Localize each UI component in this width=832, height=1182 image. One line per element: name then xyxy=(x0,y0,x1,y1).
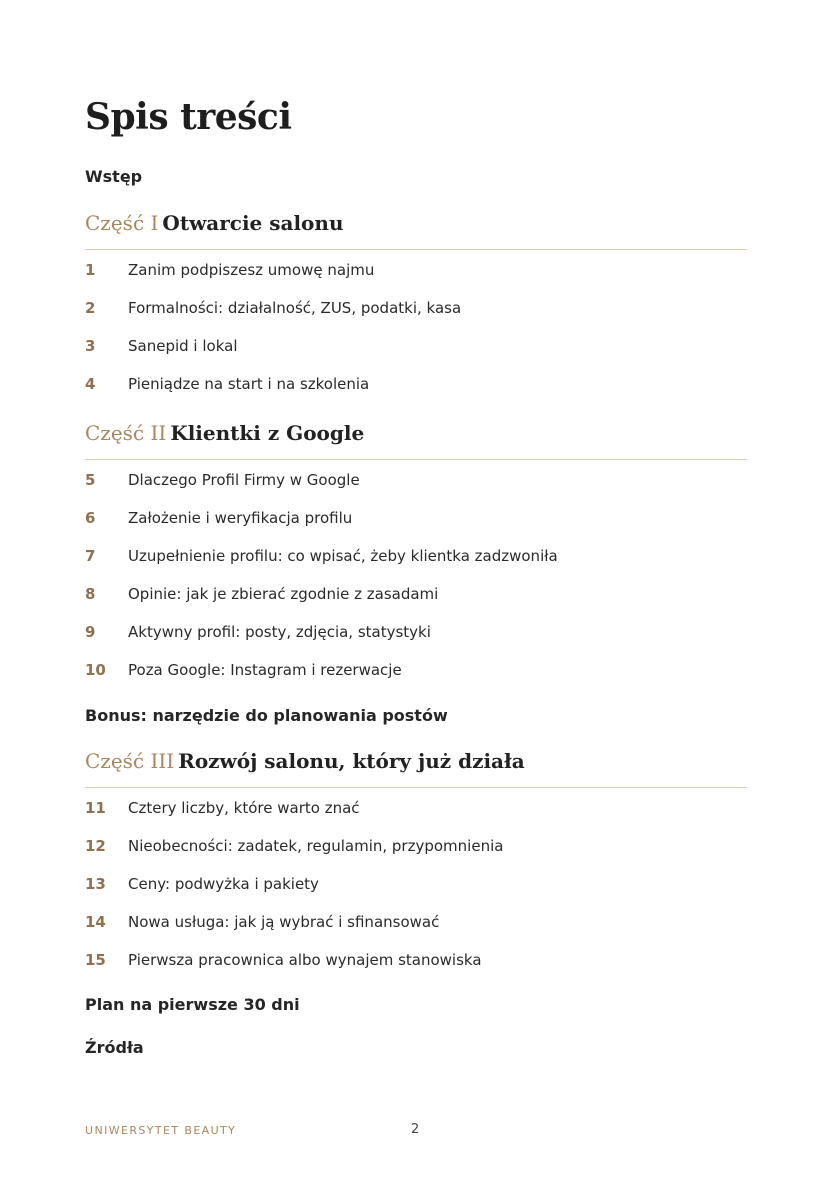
toc-entry-sources[interactable]: Źródła xyxy=(85,1038,144,1057)
toc-entry[interactable] xyxy=(85,585,747,609)
chapter-title: Opinie: jak je zbierać zgodnie z zasadami xyxy=(128,585,439,603)
chapter-number: 11 xyxy=(85,799,106,817)
chapter-title: Założenie i weryfikacja profilu xyxy=(128,509,353,527)
chapter-title: Ceny: podwyżka i pakiety xyxy=(128,875,319,893)
chapter-number: 3 xyxy=(85,337,96,355)
chapter-number: 6 xyxy=(85,509,96,527)
chapter-number: 14 xyxy=(85,913,106,931)
toc-entry[interactable] xyxy=(85,337,747,361)
chapter-title: Pieniądze na start i na szkolenia xyxy=(128,375,370,393)
chapter-title: Sanepid i lokal xyxy=(128,337,238,355)
toc-entry[interactable] xyxy=(85,951,747,975)
chapter-title: Pierwsza pracownica albo wynajem stanowiska xyxy=(128,951,482,969)
chapter-number: 4 xyxy=(85,375,96,393)
chapter-number: 7 xyxy=(85,547,96,565)
part-heading-1-text xyxy=(85,211,343,235)
chapter-number: 12 xyxy=(85,837,106,855)
part-heading-3 xyxy=(85,749,747,788)
part-heading-2 xyxy=(85,421,747,460)
toc-entry[interactable] xyxy=(85,799,747,823)
chapter-number: 9 xyxy=(85,623,96,641)
chapter-title: Aktywny profil: posty, zdjęcia, statystyki xyxy=(128,623,431,641)
chapter-number: 5 xyxy=(85,471,96,489)
part-prefix: Część II xyxy=(85,421,167,445)
page-number: 2 xyxy=(411,1122,420,1137)
chapter-title: Cztery liczby, które warto znać xyxy=(128,799,360,817)
chapter-title: Formalności: działalność, ZUS, podatki, kasa xyxy=(128,299,462,317)
toc-entry[interactable] xyxy=(85,661,747,685)
part-prefix: Część I xyxy=(85,211,159,235)
chapter-title: Uzupełnienie profilu: co wpisać, żeby klientka zadzwoniła xyxy=(128,547,558,565)
part-heading-2-text xyxy=(85,421,364,445)
toc-entry[interactable] xyxy=(85,875,747,899)
chapter-title: Zanim podpiszesz umowę najmu xyxy=(128,261,375,279)
chapter-number: 1 xyxy=(85,261,96,279)
chapter-number: 15 xyxy=(85,951,106,969)
page-title: Spis treści xyxy=(85,96,292,138)
chapter-number: 10 xyxy=(85,661,106,679)
part-title: Otwarcie salonu xyxy=(162,211,344,235)
part-title: Klientki z Google xyxy=(170,421,365,445)
part-prefix: Część III xyxy=(85,749,175,773)
toc-entry-intro[interactable]: Wstęp xyxy=(85,167,143,186)
footer-brand: UNIWERSYTET BEAUTY xyxy=(85,1124,237,1137)
chapter-title: Nowa usługa: jak ją wybrać i sfinansować xyxy=(128,913,440,931)
toc-entry[interactable] xyxy=(85,261,747,285)
toc-entry[interactable] xyxy=(85,913,747,937)
chapter-title: Dlaczego Profil Firmy w Google xyxy=(128,471,360,489)
chapter-number: 8 xyxy=(85,585,96,603)
toc-entry[interactable] xyxy=(85,509,747,533)
toc-entry[interactable] xyxy=(85,299,747,323)
chapter-number: 13 xyxy=(85,875,106,893)
toc-entry[interactable] xyxy=(85,547,747,571)
chapter-title: Nieobecności: zadatek, regulamin, przypomnienia xyxy=(128,837,504,855)
chapter-title: Poza Google: Instagram i rezerwacje xyxy=(128,661,402,679)
toc-entry[interactable] xyxy=(85,837,747,861)
toc-entry[interactable] xyxy=(85,623,747,647)
part-heading-1 xyxy=(85,211,747,250)
toc-entry-bonus[interactable]: Bonus: narzędzie do planowania postów xyxy=(85,706,448,725)
toc-entry[interactable] xyxy=(85,471,747,495)
part-title: Rozwój salonu, który już działa xyxy=(178,749,525,773)
part-heading-3-text xyxy=(85,749,525,773)
toc-entry[interactable] xyxy=(85,375,747,399)
chapter-number: 2 xyxy=(85,299,96,317)
toc-entry-plan[interactable]: Plan na pierwsze 30 dni xyxy=(85,995,300,1014)
